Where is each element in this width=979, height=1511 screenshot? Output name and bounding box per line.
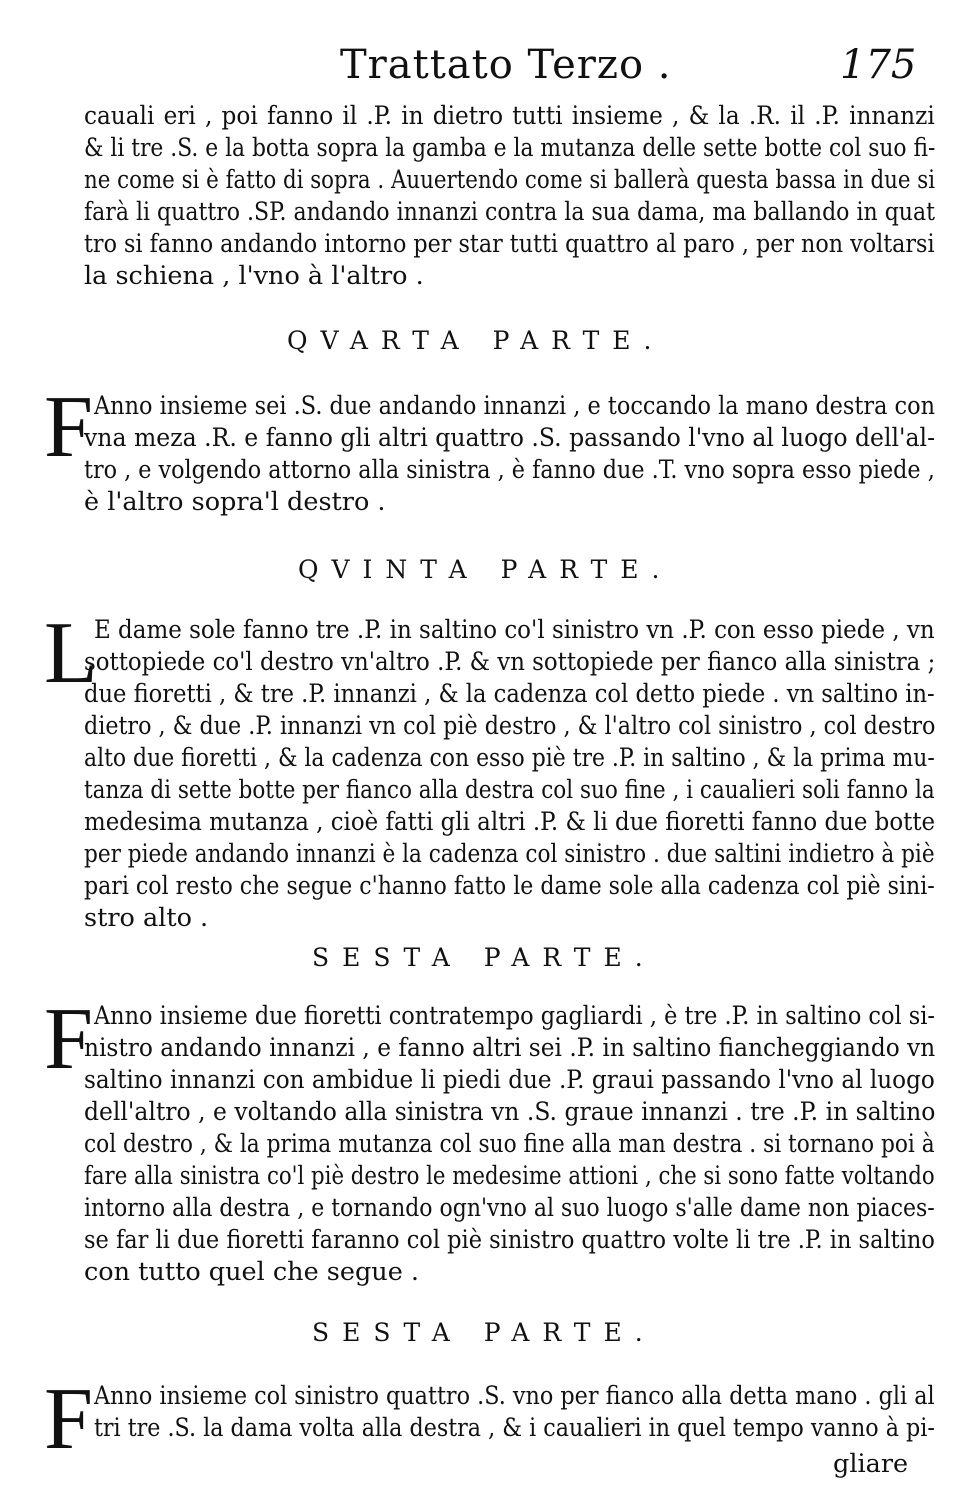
text-line: tro si fanno andando intorno per star tutti quattro al paro , per non voltarsi <box>84 229 935 259</box>
text-line: Anno insieme sei .S. due andando innanzi , e toccando la mano destra con <box>94 391 936 421</box>
page-number: 175 <box>840 42 917 88</box>
text-line: Anno insieme due fioretti contratempo gagliardi , è tre .P. in saltino col si- <box>94 1001 936 1031</box>
drop-cap: F <box>44 991 93 1088</box>
text-line: alto due fioretti , & la cadenza con esso piè tre .P. in saltino , & la prima mu- <box>84 743 935 773</box>
text-line: se far li due fioretti faranno col piè sinistro quattro volte li tre .P. in saltino <box>84 1225 935 1255</box>
text-line: fare alla sinistra co'l piè destro le medesime attioni , che si sono fatte voltando <box>84 1161 935 1191</box>
text-line: intorno alla destra , e tornando ogn'vno al suo luogo s'alle dame non piaces- <box>84 1193 935 1223</box>
text-line: tanza di sette botte per fianco alla destra col suo fine , i caualieri soli fanno la <box>84 775 935 805</box>
drop-cap: F <box>44 379 93 476</box>
text-line: dell'altro , e voltando alla sinistra vn .S. graue innanzi . tre .P. in saltino <box>84 1097 936 1127</box>
text-line: con tutto quel che segue . <box>84 1257 420 1287</box>
text-line: pari col resto che segue c'hanno fatto le dame sole alla cadenza col piè sini- <box>84 871 935 901</box>
text-line: nistro andando innanzi , e fanno altri sei .P. in saltino fiancheggiando vn <box>84 1033 936 1063</box>
text-line: dietro , & due .P. innanzi vn col piè destro , & l'altro col sinistro , col destro <box>84 711 936 741</box>
text-line: stro alto . <box>84 903 209 933</box>
text-line: due fioretti , & tre .P. innanzi , & la cadenza col detto piede . vn saltino in- <box>84 679 935 709</box>
section-heading: QVARTA PARTE. <box>287 326 665 355</box>
running-head <box>0 42 979 92</box>
text-line: vna meza .R. e fanno gli altri quattro .S. passando l'vno al luogo dell'al- <box>84 423 936 453</box>
drop-cap: L <box>44 605 98 702</box>
drop-cap: F <box>44 1371 93 1468</box>
text-line: medesima mutanza , cioè fatti gli altri .P. & li due fioretti fanno due botte <box>84 807 936 837</box>
text-line: farà li quattro .SP. andando innanzi contra la sua dama, ma ballando in quat <box>84 197 935 227</box>
text-line: ne come si è fatto di sopra . Auuertendo come si ballerà questa bassa in due si <box>84 165 936 195</box>
section-heading: SESTA PARTE. <box>312 943 656 972</box>
text-line: tri tre .S. la dama volta alla destra , & i caualieri in quel tempo vanno à pi- <box>94 1413 935 1443</box>
text-line: tro , e volgendo attorno alla sinistra , è fanno due .T. vno sopra esso piede , <box>84 455 935 485</box>
section-heading: QVINTA PARTE. <box>298 555 673 584</box>
text-line: Anno insieme col sinistro quattro .S. vno per fianco alla detta mano . gli al <box>94 1381 935 1411</box>
text-line: sottopiede co'l destro vn'altro .P. & vn sottopiede per fianco alla sinistra ; <box>84 647 936 677</box>
text-line: E dame sole fanno tre .P. in saltino co'l sinistro vn .P. con esso piede , vn <box>94 615 935 645</box>
catchword: gliare <box>833 1449 909 1479</box>
running-title: Trattato Terzo . <box>340 42 672 88</box>
text-line: cauali eri , poi fanno il .P. in dietro tutti insieme , & la .R. il .P. innanzi <box>84 101 935 131</box>
section-heading: SESTA PARTE. <box>312 1318 656 1347</box>
text-line: col destro , & la prima mutanza col suo fine alla man destra . si tornano poi à <box>84 1129 935 1159</box>
text-line: saltino innanzi con ambidue li piedi due .P. graui passando l'vno al luogo <box>84 1065 935 1095</box>
text-line: per piede andando innanzi è la cadenza col sinistro . due saltini indietro à piè <box>84 839 935 869</box>
text-line: & li tre .S. e la botta sopra la gamba e la mutanza delle sette botte col suo fi- <box>84 133 936 163</box>
text-line: è l'altro sopra'l destro . <box>84 487 386 517</box>
text-line: la schiena , l'vno à l'altro . <box>84 261 424 291</box>
